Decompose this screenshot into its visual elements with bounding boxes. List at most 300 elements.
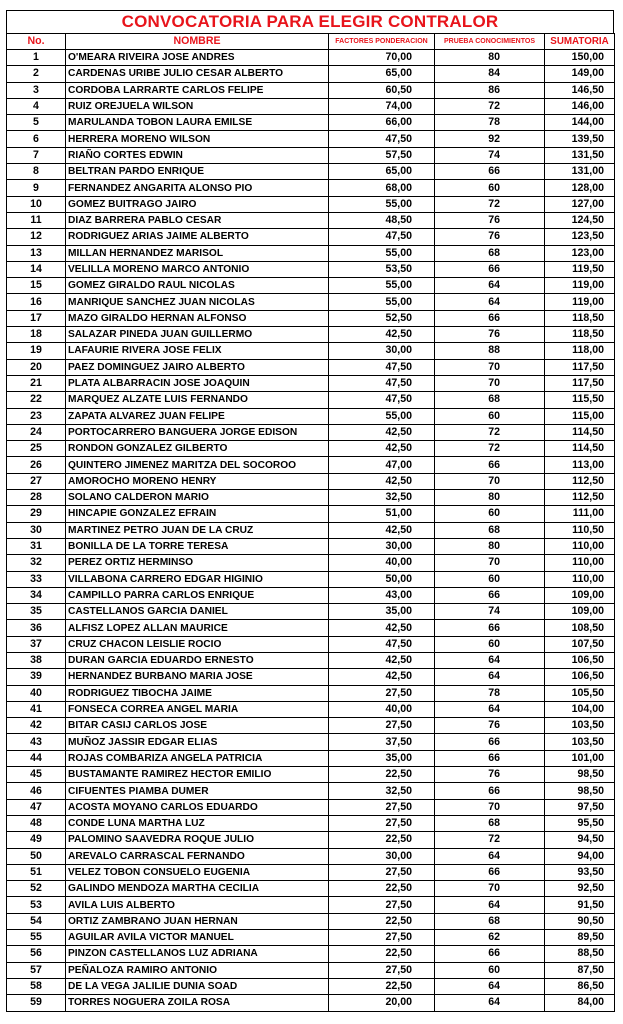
- prueba-conocimientos-value: 60: [435, 506, 545, 522]
- row-number: 51: [7, 864, 66, 880]
- results-table: [6, 33, 615, 1012]
- prueba-conocimientos-value: 62: [435, 930, 545, 946]
- factores-ponderacion-value: 74,00: [329, 98, 435, 114]
- sumatoria-value: 109,00: [545, 604, 615, 620]
- candidate-name: HINCAPIE GONZALEZ EFRAIN: [66, 506, 329, 522]
- factores-ponderacion-value: 52,50: [329, 310, 435, 326]
- table-row: [7, 669, 615, 685]
- factores-ponderacion-value: 40,00: [329, 701, 435, 717]
- factores-ponderacion-value: 65,00: [329, 164, 435, 180]
- row-number: 2: [7, 66, 66, 82]
- prueba-conocimientos-value: 70: [435, 375, 545, 391]
- prueba-conocimientos-value: 88: [435, 343, 545, 359]
- table-row: [7, 604, 615, 620]
- row-number: 38: [7, 652, 66, 668]
- candidate-name: PEREZ ORTIZ HERMINSO: [66, 555, 329, 571]
- candidate-name: ROJAS COMBARIZA ANGELA PATRICIA: [66, 750, 329, 766]
- row-number: 56: [7, 946, 66, 962]
- row-number: 22: [7, 392, 66, 408]
- prueba-conocimientos-value: 60: [435, 408, 545, 424]
- table-row: [7, 408, 615, 424]
- row-number: 20: [7, 359, 66, 375]
- sumatoria-value: 139,50: [545, 131, 615, 147]
- sumatoria-value: 115,50: [545, 392, 615, 408]
- prueba-conocimientos-value: 60: [435, 571, 545, 587]
- factores-ponderacion-value: 42,50: [329, 473, 435, 489]
- header-row: [7, 34, 615, 50]
- prueba-conocimientos-value: 64: [435, 294, 545, 310]
- sumatoria-value: 90,50: [545, 913, 615, 929]
- prueba-conocimientos-value: 60: [435, 180, 545, 196]
- prueba-conocimientos-value: 78: [435, 685, 545, 701]
- candidate-name: BONILLA DE LA TORRE TERESA: [66, 538, 329, 554]
- sumatoria-value: 113,00: [545, 457, 615, 473]
- prueba-conocimientos-value: 66: [435, 261, 545, 277]
- table-row: [7, 571, 615, 587]
- row-number: 59: [7, 995, 66, 1011]
- candidate-name: RODRIGUEZ TIBOCHA JAIME: [66, 685, 329, 701]
- factores-ponderacion-value: 48,50: [329, 212, 435, 228]
- table-row: [7, 457, 615, 473]
- prueba-conocimientos-value: 76: [435, 229, 545, 245]
- row-number: 25: [7, 441, 66, 457]
- table-row: [7, 131, 615, 147]
- table-row: [7, 750, 615, 766]
- candidate-name: RUIZ OREJUELA WILSON: [66, 98, 329, 114]
- candidate-name: MANRIQUE SANCHEZ JUAN NICOLAS: [66, 294, 329, 310]
- table-row: [7, 343, 615, 359]
- factores-ponderacion-value: 51,00: [329, 506, 435, 522]
- candidate-name: MAZO GIRALDO HERNAN ALFONSO: [66, 310, 329, 326]
- factores-ponderacion-value: 22,50: [329, 946, 435, 962]
- candidate-name: SOLANO CALDERON MARIO: [66, 490, 329, 506]
- sumatoria-value: 95,50: [545, 815, 615, 831]
- factores-ponderacion-value: 42,50: [329, 441, 435, 457]
- prueba-conocimientos-value: 68: [435, 522, 545, 538]
- table-row: [7, 799, 615, 815]
- prueba-conocimientos-value: 70: [435, 799, 545, 815]
- page-title: CONVOCATORIA PARA ELEGIR CONTRALOR: [6, 10, 614, 33]
- sumatoria-value: 118,00: [545, 343, 615, 359]
- table-row: [7, 294, 615, 310]
- sumatoria-value: 146,50: [545, 82, 615, 98]
- table-row: [7, 392, 615, 408]
- factores-ponderacion-value: 22,50: [329, 913, 435, 929]
- factores-ponderacion-value: 35,00: [329, 604, 435, 620]
- candidate-name: PINZON CASTELLANOS LUZ ADRIANA: [66, 946, 329, 962]
- prueba-conocimientos-value: 76: [435, 327, 545, 343]
- table-row: [7, 522, 615, 538]
- prueba-conocimientos-value: 72: [435, 424, 545, 440]
- prueba-conocimientos-value: 66: [435, 783, 545, 799]
- row-number: 9: [7, 180, 66, 196]
- table-row: [7, 50, 615, 66]
- factores-ponderacion-value: 30,00: [329, 538, 435, 554]
- candidate-name: VELEZ TOBON CONSUELO EUGENIA: [66, 864, 329, 880]
- factores-ponderacion-value: 47,50: [329, 359, 435, 375]
- factores-ponderacion-value: 35,00: [329, 750, 435, 766]
- candidate-name: VELILLA MORENO MARCO ANTONIO: [66, 261, 329, 277]
- table-row: [7, 652, 615, 668]
- table-row: [7, 848, 615, 864]
- candidate-name: GOMEZ BUITRAGO JAIRO: [66, 196, 329, 212]
- factores-ponderacion-value: 42,50: [329, 424, 435, 440]
- factores-ponderacion-value: 66,00: [329, 115, 435, 131]
- sumatoria-value: 101,00: [545, 750, 615, 766]
- prueba-conocimientos-value: 68: [435, 913, 545, 929]
- row-number: 15: [7, 278, 66, 294]
- factores-ponderacion-value: 55,00: [329, 278, 435, 294]
- factores-ponderacion-value: 47,50: [329, 131, 435, 147]
- row-number: 40: [7, 685, 66, 701]
- row-number: 6: [7, 131, 66, 147]
- sumatoria-value: 109,00: [545, 587, 615, 603]
- row-number: 1: [7, 50, 66, 66]
- header-nombre: NOMBRE: [66, 34, 329, 50]
- sumatoria-value: 150,00: [545, 50, 615, 66]
- factores-ponderacion-value: 42,50: [329, 327, 435, 343]
- candidate-name: PEÑALOZA RAMIRO ANTONIO: [66, 962, 329, 978]
- candidate-name: CIFUENTES PIAMBA DUMER: [66, 783, 329, 799]
- candidate-name: GOMEZ GIRALDO RAUL NICOLAS: [66, 278, 329, 294]
- table-row: [7, 490, 615, 506]
- factores-ponderacion-value: 70,00: [329, 50, 435, 66]
- prueba-conocimientos-value: 66: [435, 946, 545, 962]
- sumatoria-value: 89,50: [545, 930, 615, 946]
- table-row: [7, 718, 615, 734]
- prueba-conocimientos-value: 92: [435, 131, 545, 147]
- candidate-name: RIAÑO CORTES EDWIN: [66, 147, 329, 163]
- sumatoria-value: 110,00: [545, 571, 615, 587]
- prueba-conocimientos-value: 84: [435, 66, 545, 82]
- prueba-conocimientos-value: 74: [435, 147, 545, 163]
- factores-ponderacion-value: 22,50: [329, 832, 435, 848]
- candidate-name: BITAR CASIJ CARLOS JOSE: [66, 718, 329, 734]
- prueba-conocimientos-value: 64: [435, 848, 545, 864]
- table-row: [7, 424, 615, 440]
- factores-ponderacion-value: 47,50: [329, 636, 435, 652]
- sumatoria-value: 131,50: [545, 147, 615, 163]
- candidate-name: PORTOCARRERO BANGUERA JORGE EDISON: [66, 424, 329, 440]
- sumatoria-value: 119,00: [545, 278, 615, 294]
- sumatoria-value: 87,50: [545, 962, 615, 978]
- factores-ponderacion-value: 27,50: [329, 685, 435, 701]
- row-number: 55: [7, 930, 66, 946]
- sumatoria-value: 123,00: [545, 245, 615, 261]
- table-row: [7, 115, 615, 131]
- sumatoria-value: 92,50: [545, 881, 615, 897]
- row-number: 23: [7, 408, 66, 424]
- table-row: [7, 587, 615, 603]
- prueba-conocimientos-value: 70: [435, 473, 545, 489]
- sumatoria-value: 117,50: [545, 375, 615, 391]
- row-number: 58: [7, 978, 66, 994]
- candidate-name: ALFISZ LOPEZ ALLAN MAURICE: [66, 620, 329, 636]
- factores-ponderacion-value: 30,00: [329, 343, 435, 359]
- sumatoria-value: 131,00: [545, 164, 615, 180]
- prueba-conocimientos-value: 66: [435, 587, 545, 603]
- table-row: [7, 473, 615, 489]
- factores-ponderacion-value: 43,00: [329, 587, 435, 603]
- factores-ponderacion-value: 27,50: [329, 815, 435, 831]
- sumatoria-value: 103,50: [545, 734, 615, 750]
- sumatoria-value: 104,00: [545, 701, 615, 717]
- candidate-name: AREVALO CARRASCAL FERNANDO: [66, 848, 329, 864]
- sumatoria-value: 112,50: [545, 473, 615, 489]
- candidate-name: QUINTERO JIMENEZ MARITZA DEL SOCOROO: [66, 457, 329, 473]
- row-number: 27: [7, 473, 66, 489]
- prueba-conocimientos-value: 66: [435, 864, 545, 880]
- factores-ponderacion-value: 47,50: [329, 375, 435, 391]
- sumatoria-value: 110,00: [545, 555, 615, 571]
- table-row: [7, 783, 615, 799]
- prueba-conocimientos-value: 72: [435, 196, 545, 212]
- factores-ponderacion-value: 47,00: [329, 457, 435, 473]
- row-number: 41: [7, 701, 66, 717]
- candidate-name: FERNANDEZ ANGARITA ALONSO PIO: [66, 180, 329, 196]
- candidate-name: CASTELLANOS GARCIA DANIEL: [66, 604, 329, 620]
- sumatoria-value: 110,50: [545, 522, 615, 538]
- table-row: [7, 815, 615, 831]
- sumatoria-value: 127,00: [545, 196, 615, 212]
- row-number: 12: [7, 229, 66, 245]
- factores-ponderacion-value: 50,00: [329, 571, 435, 587]
- row-number: 35: [7, 604, 66, 620]
- sumatoria-value: 88,50: [545, 946, 615, 962]
- sumatoria-value: 111,00: [545, 506, 615, 522]
- prueba-conocimientos-value: 72: [435, 832, 545, 848]
- table-row: [7, 962, 615, 978]
- sumatoria-value: 94,00: [545, 848, 615, 864]
- table-row: [7, 995, 615, 1011]
- row-number: 43: [7, 734, 66, 750]
- prueba-conocimientos-value: 68: [435, 815, 545, 831]
- candidate-name: DURAN GARCIA EDUARDO ERNESTO: [66, 652, 329, 668]
- factores-ponderacion-value: 60,50: [329, 82, 435, 98]
- table-row: [7, 620, 615, 636]
- candidate-name: TORRES NOGUERA ZOILA ROSA: [66, 995, 329, 1011]
- prueba-conocimientos-value: 76: [435, 718, 545, 734]
- row-number: 54: [7, 913, 66, 929]
- sumatoria-value: 94,50: [545, 832, 615, 848]
- prueba-conocimientos-value: 60: [435, 636, 545, 652]
- table-row: [7, 930, 615, 946]
- sumatoria-value: 144,00: [545, 115, 615, 131]
- prueba-conocimientos-value: 80: [435, 538, 545, 554]
- prueba-conocimientos-value: 66: [435, 750, 545, 766]
- candidate-name: CORDOBA LARRARTE CARLOS FELIPE: [66, 82, 329, 98]
- candidate-name: ZAPATA ALVAREZ JUAN FELIPE: [66, 408, 329, 424]
- row-number: 21: [7, 375, 66, 391]
- row-number: 50: [7, 848, 66, 864]
- table-row: [7, 555, 615, 571]
- prueba-conocimientos-value: 66: [435, 310, 545, 326]
- table-row: [7, 506, 615, 522]
- factores-ponderacion-value: 22,50: [329, 881, 435, 897]
- candidate-name: AVILA LUIS ALBERTO: [66, 897, 329, 913]
- candidate-name: DE LA VEGA JALILIE DUNIA SOAD: [66, 978, 329, 994]
- candidate-name: PLATA ALBARRACIN JOSE JOAQUIN: [66, 375, 329, 391]
- prueba-conocimientos-value: 80: [435, 50, 545, 66]
- factores-ponderacion-value: 20,00: [329, 995, 435, 1011]
- prueba-conocimientos-value: 76: [435, 212, 545, 228]
- sumatoria-value: 93,50: [545, 864, 615, 880]
- factores-ponderacion-value: 27,50: [329, 962, 435, 978]
- candidate-name: HERNANDEZ BURBANO MARIA JOSE: [66, 669, 329, 685]
- table-row: [7, 261, 615, 277]
- prueba-conocimientos-value: 66: [435, 734, 545, 750]
- results-sheet: [6, 10, 614, 1012]
- sumatoria-value: 103,50: [545, 718, 615, 734]
- candidate-name: MUÑOZ JASSIR EDGAR ELIAS: [66, 734, 329, 750]
- table-row: [7, 832, 615, 848]
- row-number: 17: [7, 310, 66, 326]
- factores-ponderacion-value: 32,50: [329, 490, 435, 506]
- table-row: [7, 229, 615, 245]
- table-row: [7, 538, 615, 554]
- factores-ponderacion-value: 22,50: [329, 978, 435, 994]
- sumatoria-value: 84,00: [545, 995, 615, 1011]
- prueba-conocimientos-value: 64: [435, 669, 545, 685]
- row-number: 13: [7, 245, 66, 261]
- candidate-name: RONDON GONZALEZ GILBERTO: [66, 441, 329, 457]
- row-number: 57: [7, 962, 66, 978]
- factores-ponderacion-value: 27,50: [329, 930, 435, 946]
- row-number: 53: [7, 897, 66, 913]
- header-sumatoria: SUMATORIA: [545, 34, 615, 50]
- row-number: 42: [7, 718, 66, 734]
- row-number: 8: [7, 164, 66, 180]
- candidate-name: HERRERA MORENO WILSON: [66, 131, 329, 147]
- sumatoria-value: 107,50: [545, 636, 615, 652]
- table-row: [7, 359, 615, 375]
- sumatoria-value: 110,00: [545, 538, 615, 554]
- sumatoria-value: 98,50: [545, 783, 615, 799]
- prueba-conocimientos-value: 80: [435, 490, 545, 506]
- factores-ponderacion-value: 55,00: [329, 408, 435, 424]
- row-number: 48: [7, 815, 66, 831]
- factores-ponderacion-value: 30,00: [329, 848, 435, 864]
- sumatoria-value: 123,50: [545, 229, 615, 245]
- table-row: [7, 82, 615, 98]
- sumatoria-value: 128,00: [545, 180, 615, 196]
- table-row: [7, 913, 615, 929]
- row-number: 44: [7, 750, 66, 766]
- factores-ponderacion-value: 42,50: [329, 620, 435, 636]
- prueba-conocimientos-value: 78: [435, 115, 545, 131]
- table-row: [7, 685, 615, 701]
- factores-ponderacion-value: 68,00: [329, 180, 435, 196]
- candidate-name: ACOSTA MOYANO CARLOS EDUARDO: [66, 799, 329, 815]
- prueba-conocimientos-value: 64: [435, 978, 545, 994]
- prueba-conocimientos-value: 68: [435, 392, 545, 408]
- candidate-name: SALAZAR PINEDA JUAN GUILLERMO: [66, 327, 329, 343]
- factores-ponderacion-value: 27,50: [329, 799, 435, 815]
- row-number: 5: [7, 115, 66, 131]
- row-number: 52: [7, 881, 66, 897]
- factores-ponderacion-value: 40,00: [329, 555, 435, 571]
- sumatoria-value: 91,50: [545, 897, 615, 913]
- row-number: 34: [7, 587, 66, 603]
- header-prueba-conocimientos: PRUEBA CONOCIMIENTOS: [435, 34, 545, 50]
- row-number: 30: [7, 522, 66, 538]
- prueba-conocimientos-value: 72: [435, 98, 545, 114]
- prueba-conocimientos-value: 86: [435, 82, 545, 98]
- table-row: [7, 327, 615, 343]
- candidate-name: PAEZ DOMINGUEZ JAIRO ALBERTO: [66, 359, 329, 375]
- sumatoria-value: 149,00: [545, 66, 615, 82]
- header-no: No.: [7, 34, 66, 50]
- candidate-name: O'MEARA RIVEIRA JOSE ANDRES: [66, 50, 329, 66]
- factores-ponderacion-value: 47,50: [329, 392, 435, 408]
- candidate-name: MARULANDA TOBON LAURA EMILSE: [66, 115, 329, 131]
- sumatoria-value: 114,50: [545, 424, 615, 440]
- factores-ponderacion-value: 37,50: [329, 734, 435, 750]
- row-number: 16: [7, 294, 66, 310]
- row-number: 3: [7, 82, 66, 98]
- sumatoria-value: 146,00: [545, 98, 615, 114]
- candidate-name: CRUZ CHACON LEISLIE ROCIO: [66, 636, 329, 652]
- row-number: 18: [7, 327, 66, 343]
- prueba-conocimientos-value: 70: [435, 359, 545, 375]
- prueba-conocimientos-value: 66: [435, 620, 545, 636]
- table-row: [7, 864, 615, 880]
- factores-ponderacion-value: 57,50: [329, 147, 435, 163]
- factores-ponderacion-value: 42,50: [329, 669, 435, 685]
- candidate-name: AMOROCHO MORENO HENRY: [66, 473, 329, 489]
- row-number: 10: [7, 196, 66, 212]
- factores-ponderacion-value: 32,50: [329, 783, 435, 799]
- factores-ponderacion-value: 55,00: [329, 196, 435, 212]
- sumatoria-value: 106,50: [545, 652, 615, 668]
- prueba-conocimientos-value: 64: [435, 995, 545, 1011]
- sumatoria-value: 98,50: [545, 767, 615, 783]
- table-row: [7, 310, 615, 326]
- row-number: 26: [7, 457, 66, 473]
- factores-ponderacion-value: 55,00: [329, 245, 435, 261]
- prueba-conocimientos-value: 64: [435, 278, 545, 294]
- table-row: [7, 98, 615, 114]
- prueba-conocimientos-value: 70: [435, 881, 545, 897]
- sumatoria-value: 119,00: [545, 294, 615, 310]
- table-row: [7, 897, 615, 913]
- candidate-name: BUSTAMANTE RAMIREZ HECTOR EMILIO: [66, 767, 329, 783]
- factores-ponderacion-value: 53,50: [329, 261, 435, 277]
- row-number: 47: [7, 799, 66, 815]
- row-number: 33: [7, 571, 66, 587]
- row-number: 45: [7, 767, 66, 783]
- table-row: [7, 701, 615, 717]
- candidate-name: LAFAURIE RIVERA JOSE FELIX: [66, 343, 329, 359]
- table-row: [7, 164, 615, 180]
- table-row: [7, 978, 615, 994]
- row-number: 19: [7, 343, 66, 359]
- candidate-name: CAMPILLO PARRA CARLOS ENRIQUE: [66, 587, 329, 603]
- candidate-name: RODRIGUEZ ARIAS JAIME ALBERTO: [66, 229, 329, 245]
- prueba-conocimientos-value: 64: [435, 701, 545, 717]
- row-number: 46: [7, 783, 66, 799]
- candidate-name: FONSECA CORREA ANGEL MARIA: [66, 701, 329, 717]
- row-number: 32: [7, 555, 66, 571]
- candidate-name: MARTINEZ PETRO JUAN DE LA CRUZ: [66, 522, 329, 538]
- prueba-conocimientos-value: 66: [435, 457, 545, 473]
- candidate-name: CONDE LUNA MARTHA LUZ: [66, 815, 329, 831]
- table-row: [7, 147, 615, 163]
- table-row: [7, 196, 615, 212]
- row-number: 11: [7, 212, 66, 228]
- factores-ponderacion-value: 42,50: [329, 522, 435, 538]
- sumatoria-value: 105,50: [545, 685, 615, 701]
